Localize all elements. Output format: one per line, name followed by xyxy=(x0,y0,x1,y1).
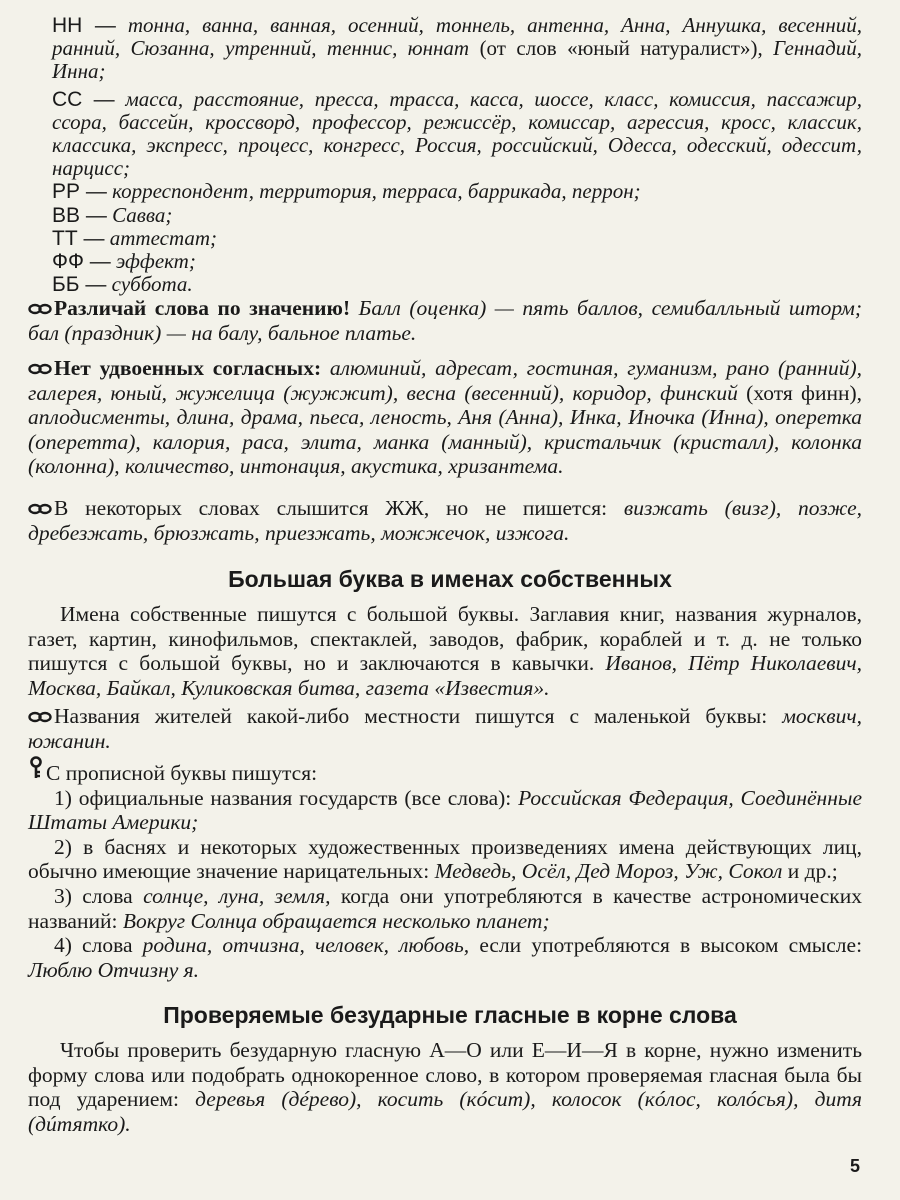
rule-item-2 xyxy=(28,835,862,884)
item-example: Медведь, Осёл, Дед Мороз, Уж, Сокол xyxy=(434,859,783,884)
pair-tt xyxy=(52,227,862,250)
section-heading-proper-nouns: Большая буква в именах собственных xyxy=(228,566,672,592)
note-text: визжать (визг), позже, дребезжать, брюзжать, приезжать, можжечок, изжога. xyxy=(28,496,862,545)
item-text: 2) в баснях и некоторых художественных произведениях имена действующих лиц, обычно имеющие значение нарицательных: xyxy=(28,834,862,884)
note-text-cont: аплодисменты, длина, драма, пьеса, леность, Аня (Анна), Инка, Иночка (Инна), оперетка (оперетта), калория, раса, элита, манка (манный), кристальчик (кристалл), колонка (колонна), количество, интонация, акустика, хризантема. xyxy=(28,405,862,479)
distinguish-note xyxy=(28,296,862,345)
item-text: 4) слова xyxy=(54,933,133,958)
note-text: Названия жителей какой-либо местности пишутся с маленькой буквы: xyxy=(54,704,768,728)
rule-text: Чтобы проверить безударную гласную А—О или Е—И—Я в корне, нужно изменить форму слова или подобрать однокоренное слово, в котором проверяемая гласная была бы под ударением: xyxy=(28,1038,862,1112)
pair-label: ББ — xyxy=(52,273,107,297)
pair-label: ВВ — xyxy=(52,203,107,227)
note-examples: москвич, южанин. xyxy=(28,704,862,753)
pair-note: (от слов «юный натуралист»), xyxy=(479,36,763,61)
link-icon xyxy=(28,356,52,381)
pair-bb xyxy=(52,273,862,296)
pair-words: тонна, ванна, ванная, осенний, тоннель, антенна, Анна, Аннушка, весенний, ранний, Сюзанна, утренний, теннис, юннат xyxy=(52,13,862,61)
rule-examples: деревья (дéрево), косить (кóсит), колосок (кóлос, колóсья), дитя (дúтятко). xyxy=(28,1087,862,1136)
page-number: 5 xyxy=(849,1156,860,1176)
pair-ff xyxy=(52,250,862,273)
pair-words: масса, расстояние, пресса, трасса, касса, шоссе, класс, комиссия, пассажир, ссора, бассейн, кроссворд, профессор, режиссёр, комиссар, агрессия, кросс, классик, классика, экспресс, процесс, конгресс, Россия, российский, Одесса, одесский, одессит, нарцисс; xyxy=(52,86,862,181)
item-text: 1) официальные названия государств (все слова): xyxy=(54,785,512,810)
pair-label: НН — xyxy=(52,14,116,37)
rule-item-1 xyxy=(28,786,862,835)
no-double-note xyxy=(28,356,862,479)
item-example: Люблю Отчизну я. xyxy=(28,957,200,982)
key-icon xyxy=(28,756,44,786)
item-text-cont: если употребляются в высоком смысле: xyxy=(479,933,863,958)
item-words: солнце, луна, земля, xyxy=(143,883,331,908)
note-text: алюминий, адресат, гостиная, гуманизм, рано (ранний), галерея, юный, жужелица (жужжит), весна (весенний), коридор, финский xyxy=(28,356,862,405)
unstressed-vowels-rule xyxy=(28,1038,862,1136)
pair-nn xyxy=(52,14,862,84)
note-lead: Нет удвоенных согласных: xyxy=(54,356,322,380)
pair-label: ТТ — xyxy=(52,226,105,250)
capital-letter-rules xyxy=(28,756,862,982)
pair-words-tail: Геннадий, Инна; xyxy=(52,36,863,84)
rule-item-4 xyxy=(28,933,862,982)
link-icon xyxy=(28,496,52,521)
pair-words: суббота. xyxy=(111,272,193,297)
zhzh-note xyxy=(28,496,862,545)
proper-nouns-rule xyxy=(28,602,862,700)
link-icon xyxy=(28,296,52,321)
note-lead: В некоторых словах слышится ЖЖ, но не пишется: xyxy=(54,496,608,520)
residents-note xyxy=(28,704,862,753)
pair-vv xyxy=(52,204,862,227)
pair-ss xyxy=(52,88,862,181)
note-text: Балл (оценка) — пять баллов, семибалльный шторм; бал (праздник) — на балу, бальное платье. xyxy=(28,296,862,345)
item-text-cont: когда они употребляются в качестве астрономических названий: xyxy=(28,883,863,933)
pair-words: корреспондент, территория, терраса, баррикада, перрон; xyxy=(112,179,641,204)
item-example: Вокруг Солнца обращается несколько планет; xyxy=(122,908,550,933)
pair-label: СС — xyxy=(52,87,115,111)
pair-words: эффект; xyxy=(116,249,196,274)
rule-text: Имена собственные пишутся с большой буквы. Заглавия книг, названия журналов, газет, картин, кинофильмов, спектаклей, заводов, фабрик, кораблей и т. д. не только пишутся с большой буквы, но и заключаются в кавычки. xyxy=(28,602,862,676)
item-text: 3) слова xyxy=(54,883,133,908)
double-consonants-list xyxy=(52,14,862,296)
rule-examples: Иванов, Пётр Николаевич, Москва, Байкал, Куликовская битва, газета «Известия». xyxy=(28,651,862,700)
link-icon xyxy=(28,704,52,729)
pair-words: Савва; xyxy=(112,202,173,227)
rule-item-3 xyxy=(28,884,862,933)
pair-label: РР — xyxy=(52,180,107,204)
item-tail: и др.; xyxy=(787,859,838,884)
rules-intro: С прописной буквы пишутся: xyxy=(46,761,318,785)
note-text-plain: (хотя финн), xyxy=(746,380,863,405)
note-lead: Различай слова по значению! xyxy=(54,296,351,320)
section-heading-unstressed-vowels: Проверяемые безударные гласные в корне слова xyxy=(163,1002,737,1028)
item-words: родина, отчизна, человек, любовь, xyxy=(142,933,470,958)
item-example: Российская Федерация, Соединённые Штаты Америки; xyxy=(28,785,862,835)
pair-label: ФФ — xyxy=(52,250,111,274)
pair-rr xyxy=(52,180,862,203)
pair-words: аттестат; xyxy=(109,225,218,250)
